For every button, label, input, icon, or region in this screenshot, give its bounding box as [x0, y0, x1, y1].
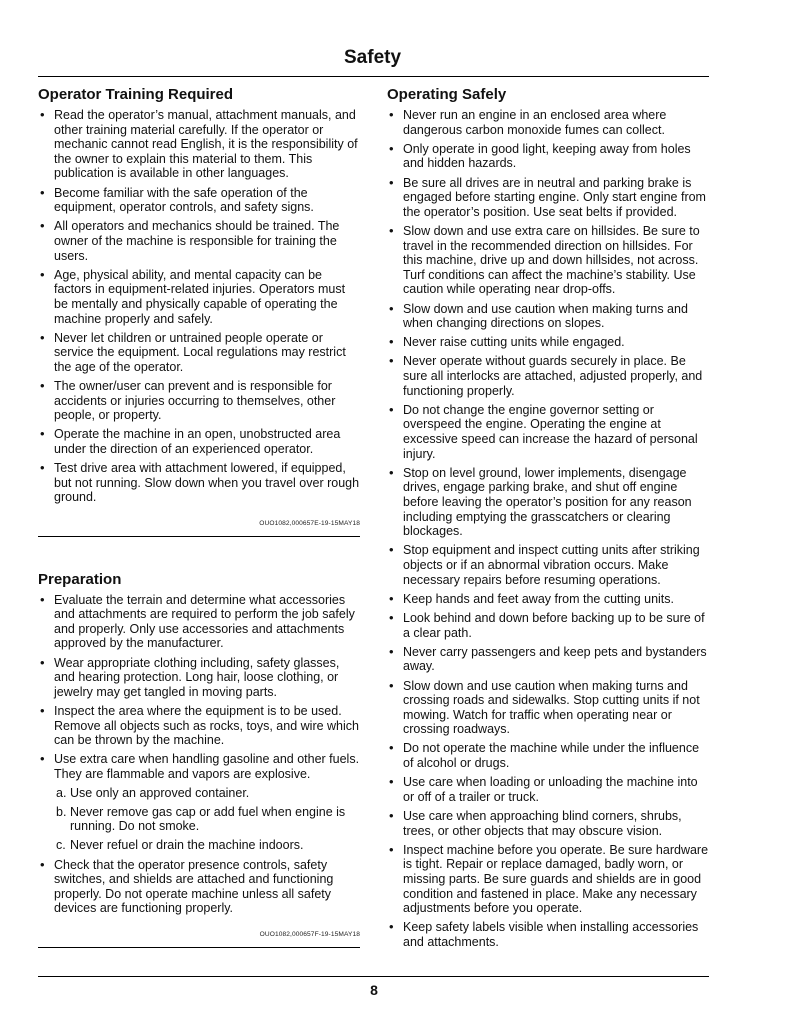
right-column [387, 86, 709, 954]
list-item: • Test drive area with attachment lowered, if equipped, but not running. Slow down when you travel over rough ground. [38, 461, 360, 505]
preparation-list [38, 593, 360, 916]
operator-training-list [38, 108, 360, 505]
list-item: • Stop equipment and inspect cutting units after striking objects or if an abnormal vibration occurs. Make necessary repairs before resuming operations. [387, 543, 709, 587]
list-item: • Use care when approaching blind corners, shrubs, trees, or other objects that may obscure vision. [387, 809, 709, 838]
list-item: • Check that the operator presence controls, safety switches, and shields are attached and functioning properly. Do not operate machine unless all safety devices are functioning properly. [38, 858, 360, 916]
list-item: • Slow down and use extra care on hillsides. Be sure to travel in the recommended direction on hillsides. For this machine, drive up and down hillsides, not across. Turf conditions can affect the machine’s stability. Use caution while operating near drop-offs. [387, 224, 709, 297]
list-item: • All operators and mechanics should be trained. The owner of the machine is responsible for training the users. [38, 219, 360, 263]
list-item: • Inspect machine before you operate. Be sure hardware is tight. Repair or replace damaged, badly worn, or missing parts. Be sure guards and shields are in good condition and fastened in place. Make any necessary adjustments before you operate. [387, 843, 709, 916]
list-item: • Wear appropriate clothing including, safety glasses, and hearing protection. Long hair, loose clothing, or jewelry may get tangled in moving parts. [38, 656, 360, 700]
list-item: • Slow down and use caution when making turns and when changing directions on slopes. [387, 302, 709, 331]
bottom-divider [38, 976, 709, 977]
section-divider [38, 536, 360, 537]
left-column [38, 86, 360, 948]
sub-item-text: Never remove gas cap or add fuel when engine is running. Do not smoke. [70, 804, 346, 834]
top-divider [38, 76, 709, 77]
page-number: 8 [370, 982, 378, 998]
list-item: • Be sure all drives are in neutral and parking brake is engaged before starting engine. Only start engine from the operator’s position. Use seat belts if provided. [387, 176, 709, 220]
preparation-heading: Preparation [38, 570, 122, 588]
list-item: • The owner/user can prevent and is responsible for accidents or injuries occurring to themselves, other people, or property. [38, 379, 360, 423]
list-item: • Become familiar with the safe operation of the equipment, operator controls, and safety signs. [38, 186, 360, 215]
reference-code: OUO1082,000657E-19-15MAY18 [259, 520, 360, 527]
sub-item-text: Never refuel or drain the machine indoors. [70, 838, 304, 853]
sub-item-text: Use only an approved container. [70, 785, 250, 800]
operating-safely-heading: Operating Safely [387, 86, 507, 103]
list-item: • Do not change the engine governor setting or overspeed the engine. Operating the engine at excessive speed can increase the hazard of personal injury. [387, 403, 709, 461]
list-item: • Never carry passengers and keep pets and bystanders away. [387, 645, 709, 674]
list-item: • Do not operate the machine while under the influence of alcohol or drugs. [387, 741, 709, 770]
list-item: • Only operate in good light, keeping away from holes and hidden hazards. [387, 142, 709, 171]
reference-code: OUO1082,000657F-19-15MAY18 [259, 931, 360, 939]
list-item: • Slow down and use caution when making turns and crossing roads and sidewalks. Stop cutting units if not mowing. Watch for traffic when operating near or crossing roadways. [387, 679, 709, 737]
list-item: • Stop on level ground, lower implements, disengage drives, engage parking brake, and shut off engine before leaving the operator’s position for any reason including emptying the grasscatchers or clearing blockages. [387, 466, 709, 539]
sub-item [54, 805, 360, 834]
operator-training-heading: Operator Training Required [38, 86, 234, 103]
sub-item [54, 786, 360, 801]
list-item: • Evaluate the terrain and determine what accessories and attachments are required to perform the job safely and properly. Only use accessories and attachments approved by the manufacturer. [38, 593, 360, 651]
fuel-sublist [54, 786, 360, 854]
list-item: • Use care when loading or unloading the machine into or off of a trailer or truck. [387, 775, 709, 804]
operator-training-section [38, 86, 360, 537]
list-item: • Look behind and down before backing up to be sure of a clear path. [387, 611, 709, 640]
section-divider [38, 947, 360, 948]
list-item: • Age, physical ability, and mental capacity can be factors in equipment-related injuries. Operators must be mentally and physically capable of operating the machine properly and safely. [38, 268, 360, 326]
list-item: • Never run an engine in an enclosed area where dangerous carbon monoxide fumes can collect. [387, 108, 709, 137]
list-item: • Never raise cutting units while engaged. [387, 335, 709, 350]
sub-item-marker: b. [56, 804, 67, 819]
list-item: • Keep hands and feet away from the cutting units. [387, 592, 709, 607]
list-item: • Keep safety labels visible when installing accessories and attachments. [387, 920, 709, 949]
list-item: • Read the operator’s manual, attachment manuals, and other training material carefully. If the operator or mechanic cannot read English, it is the responsibility of the owner to explain this material to them. This publication is available in other languages. [38, 108, 360, 181]
list-item [38, 752, 360, 853]
sub-item-marker: a. [56, 785, 67, 800]
list-item: • Inspect the area where the equipment is to be used. Remove all objects such as rocks, toys, and wire which can be thrown by the machine. [38, 704, 360, 748]
list-item: • Operate the machine in an open, unobstructed area under the direction of an experienced operator. [38, 427, 360, 456]
sub-item [54, 838, 360, 853]
sub-item-marker: c. [56, 838, 66, 853]
operating-safely-section [387, 86, 709, 950]
list-item: • Never operate without guards securely in place. Be sure all interlocks are attached, adjusted properly, and functioning properly. [387, 354, 709, 398]
list-item: • Never let children or untrained people operate or service the equipment. Local regulations may restrict the age of the operator. [38, 331, 360, 375]
preparation-section [38, 571, 360, 948]
list-item-text: Use extra care when handling gasoline and other fuels. They are flammable and vapors are explosive. [54, 752, 360, 781]
operating-safely-list [387, 108, 709, 950]
